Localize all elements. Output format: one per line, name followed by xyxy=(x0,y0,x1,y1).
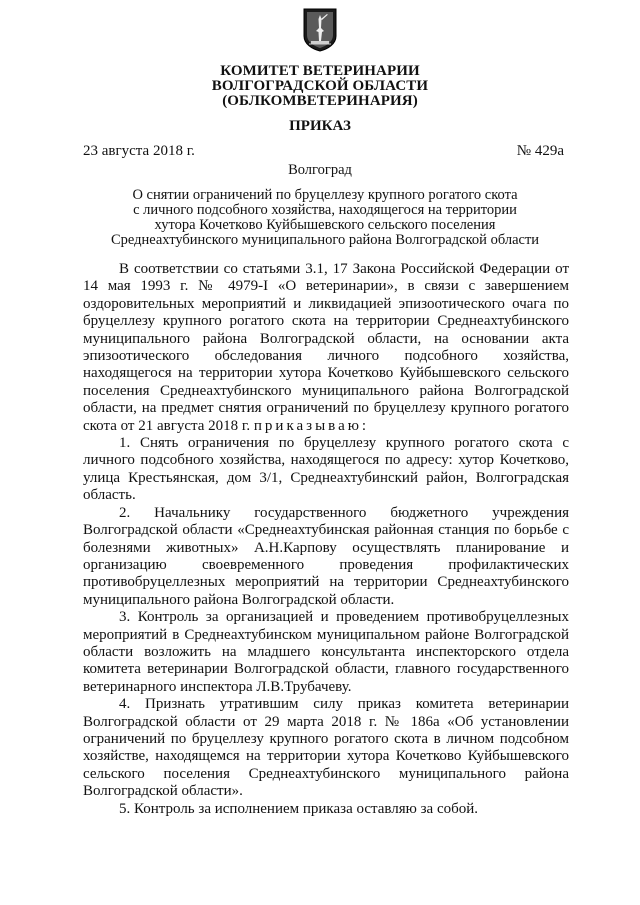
subject-line: О снятии ограничений по бруцеллезу крупного рогатого скота xyxy=(132,187,518,203)
org-name-line1: КОМИТЕТ ВЕТЕРИНАРИИ xyxy=(220,63,420,79)
document-body xyxy=(83,261,569,818)
order-item-1: 1. Снять ограничения по бруцеллезу крупного рогатого скота с личного подсобного хозяйства, находящегося по адресу: хутор Кочетково, улица Крестьянская, дом 3/1, Среднеахтубинский район, Волгоградская область. xyxy=(83,435,569,504)
order-item-3: 3. Контроль за организацией и проведением противобруцеллезных мероприятий в Среднеахтубинском муниципальном районе Волгоградской области возложить на младшего консультанта инспекторского отдела комитета ветеринарии Волгоградской области, главного государственного ветеринарного инспектора Л.В.Трубачеву. xyxy=(83,609,569,695)
preamble-paragraph xyxy=(83,261,569,435)
preamble-text: В соответствии со статьями 3.1, 17 Закона Российской Федерации от 14 мая 1993 г. № 4979-I «О ветеринарии», в связи с завершением оздоровительных мероприятий и ликвидацией эпизоотического очага по бруцеллезу крупного рогатого скота на территории Среднеахтубинского муниципального района Волгоградской области, на основании акта эпизоотического обследования личного подсобного хозяйства, находящегося на территории хутора Кочетково Куйбышевского сельского поселения Среднеахтубинского муниципального района Волгоградской области, на предмет снятия ограничений по бруцеллезу крупного рогатого скота от 21 августа 2018 г. xyxy=(83,261,569,434)
order-item-2: 2. Начальнику государственного бюджетного учреждения Волгоградской области «Среднеахтубинская районная станция по борьбе с болезнями животных» А.Н.Карпову осуществлять планирование и организацию своевременного проведения профилактических противобруцеллезных мероприятий на территории Среднеахтубинского муниципального района Волгоградской области. xyxy=(83,504,569,608)
subject-line: хутора Кочетково Куйбышевского сельского поселения xyxy=(154,217,496,233)
org-name-line2: ВОЛГОГРАДСКОЙ ОБЛАСТИ xyxy=(211,78,429,94)
order-word: приказываю: xyxy=(253,417,370,434)
order-item-4: 4. Признать утратившим силу приказ комитета ветеринарии Волгоградской области от 29 марта 2018 г. № 186а «Об установлении ограничений по бруцеллезу крупного рогатого скота в личном подсобном хозяйстве, находящемся на территории хутора Кочетково Куйбышевского сельского поселения Среднеахтубинского муниципального района Волгоградской области». xyxy=(83,696,569,800)
order-item-5: 5. Контроль за исполнением приказа оставляю за собой. xyxy=(119,800,479,817)
org-abbreviation: (ОБЛКОМВЕТЕРИНАРИЯ) xyxy=(222,93,418,109)
subject-line: Среднеахтубинского муниципального района Волгоградской области xyxy=(110,232,540,248)
document-type: ПРИКАЗ xyxy=(289,118,351,134)
subject-line: с личного подсобного хозяйства, находящегося на территории xyxy=(133,202,517,218)
document-subject xyxy=(80,188,570,248)
document-city: Волгоград xyxy=(288,162,352,178)
coat-of-arms-icon xyxy=(303,8,337,52)
document-number: № 429а xyxy=(516,143,564,159)
document-date: 23 августа 2018 г. xyxy=(83,143,195,159)
